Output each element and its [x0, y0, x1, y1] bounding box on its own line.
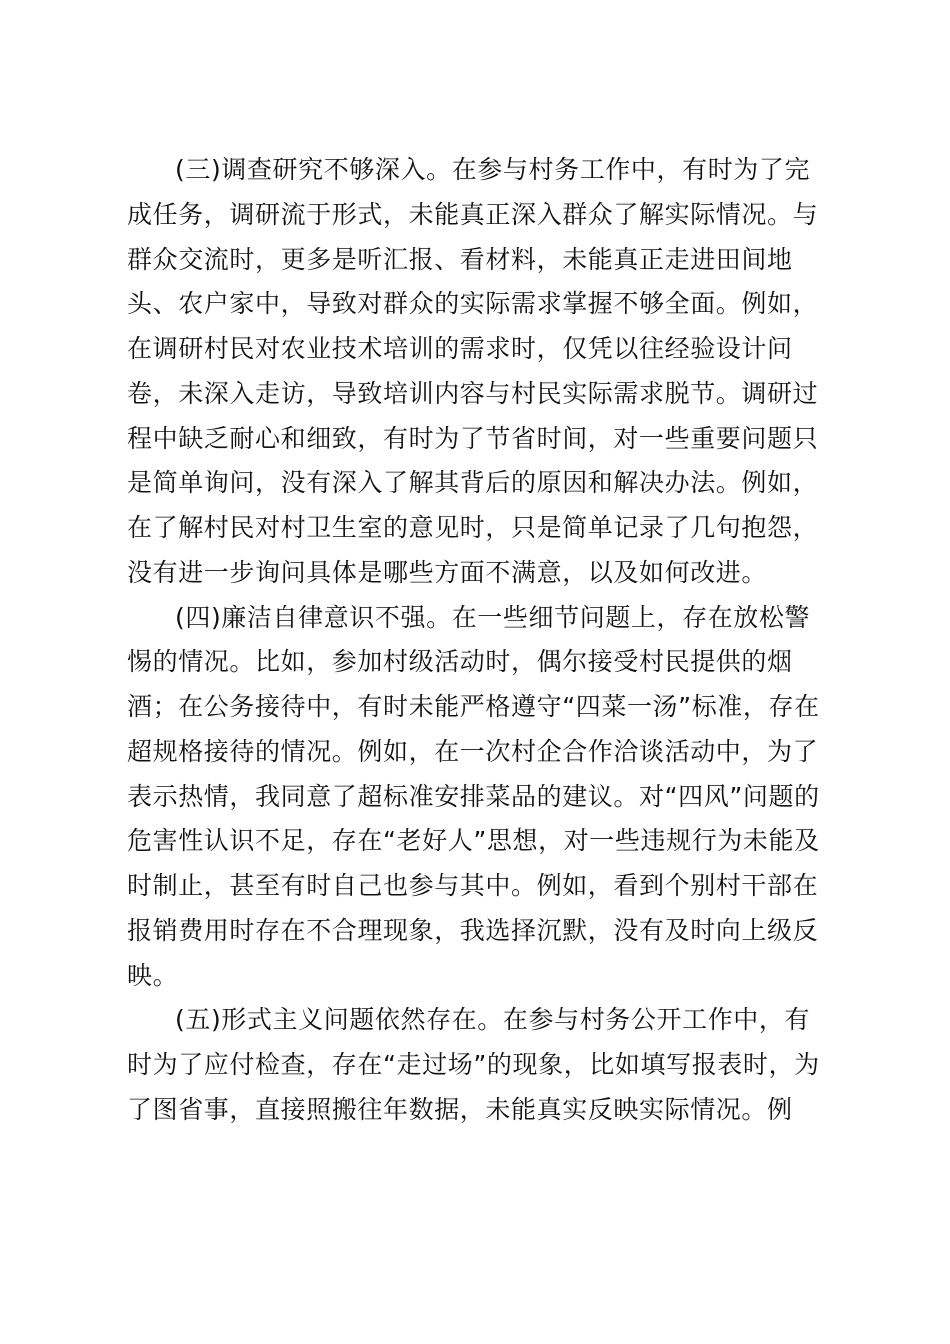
paragraph-integrity	[127, 596, 821, 999]
text-line: 没有进一步询问具体是哪些方面不满意，以及如何改进。	[127, 557, 768, 587]
paragraph-investigation	[127, 148, 821, 596]
text-line: 在调研村民对农业技术培训的需求时，仅凭以往经验设计问	[127, 334, 793, 363]
paragraph-formalism	[127, 998, 821, 1132]
text-line: (四)廉洁自律意识不强。在一些细节问题上，存在放松警	[175, 602, 811, 632]
text-line: 头、农户家中，导致对群众的实际需求掌握不够全面。例如，	[127, 289, 819, 319]
text-line: 是简单询问，没有深入了解其背后的原因和解决办法。例如，	[127, 468, 819, 498]
document-body	[127, 148, 821, 1133]
text-line: 惕的情况。比如，参加村级活动时，偶尔接受村民提供的烟	[127, 647, 793, 677]
text-line: 成任务，调研流于形式，未能真正深入群众了解实际情况。与	[127, 199, 819, 229]
text-line: 程中缺乏耐心和细致，有时为了节省时间，对一些重要问题只	[127, 423, 819, 453]
text-line: 时为了应付检查，存在“走过场”的现象，比如填写报表时，为	[127, 1050, 820, 1079]
text-line: (三)调查研究不够深入。在参与村务工作中，有时为了完	[175, 155, 811, 184]
text-line: 群众交流时，更多是听汇报、看材料，未能真正走进田间地	[127, 244, 793, 274]
text-line: 卷，未深入走访，导致培训内容与村民实际需求脱节。调研过	[127, 378, 819, 408]
text-line: 危害性认识不足，存在“老好人”思想，对一些违规行为未能及	[127, 826, 820, 856]
text-line: 酒；在公务接待中，有时未能严格遵守“四菜一汤”标准，存在	[127, 692, 820, 721]
text-line: 表示热情，我同意了超标准安排菜品的建议。对“四风”问题的	[127, 781, 820, 811]
text-line: 报销费用时存在不合理现象，我选择沉默，没有及时向上级反	[127, 915, 819, 945]
text-line: 了图省事，直接照搬往年数据，未能真实反映实际情况。例	[127, 1094, 793, 1124]
text-line: 映。	[127, 960, 179, 990]
text-line: (五)形式主义问题依然存在。在参与村务公开工作中，有	[175, 1005, 811, 1035]
text-line: 超规格接待的情况。例如，在一次村企合作洽谈活动中，为了	[127, 736, 819, 766]
text-line: 时制止，甚至有时自己也参与其中。例如，看到个别村干部在	[127, 871, 819, 900]
text-line: 在了解村民对村卫生室的意见时，只是简单记录了几句抱怨，	[127, 513, 819, 542]
